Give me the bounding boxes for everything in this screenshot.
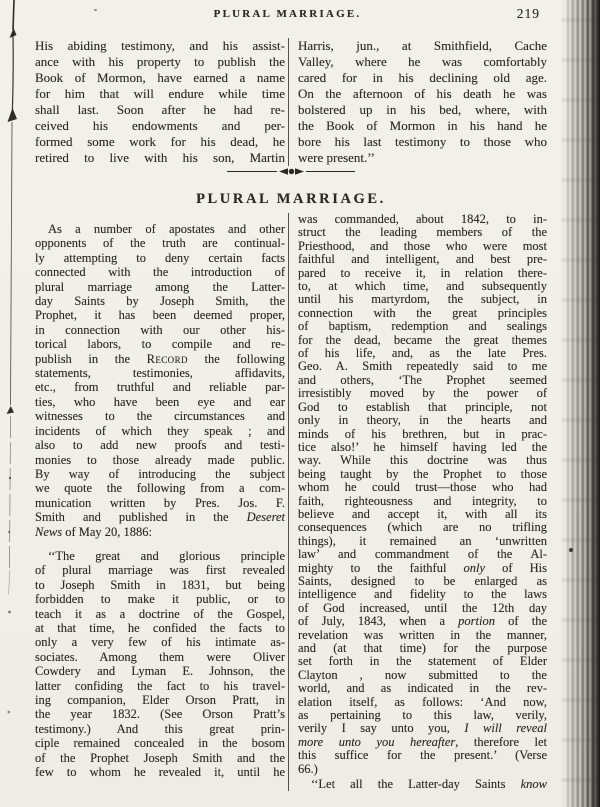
text-line: His abiding testimony, and his assist- [35, 38, 285, 53]
paragraph [35, 222, 285, 539]
text-line: for the dead, became the great themes [298, 332, 547, 347]
paragraph [35, 549, 285, 780]
text-line: things), it remained an ‘unwritten [298, 533, 547, 548]
text-line: teach it as a doctrine of the Gospel, [35, 606, 285, 621]
text-line: 66.) [298, 761, 318, 776]
text-line: Priesthood, and those who were most [298, 238, 547, 253]
text-line: only in theory, in the hearts and [298, 413, 547, 428]
text-line: set forth in the statement of Elder [298, 654, 547, 669]
text-line: latter confiding the fact to his travel- [35, 678, 285, 693]
text-line: for him that will endure while time [35, 86, 285, 101]
text-line: at that time, he confided the facts to [35, 620, 285, 635]
text-line: Smith and published in the Deseret [35, 510, 285, 525]
text-line: elation itself, as follows: ‘And now, [298, 694, 547, 709]
text-line: statements, testimonies, affidavits, [35, 366, 285, 381]
text-line: Harris, jun., at Smithfield, Cache [298, 38, 547, 53]
pen-stroke-icon [0, 0, 30, 807]
text-line: the year 1832. (See Orson Pratt’s [35, 707, 285, 722]
text-line: of God increased, until the 12th day [298, 600, 547, 615]
text-line: irresistibly moved by the power of [298, 386, 547, 401]
text-line: retired to live with his son, Martin [35, 150, 285, 165]
text-line: Book of Mormon, have earned a name [35, 70, 285, 85]
text-line: believe and accept it, with all its [298, 506, 547, 521]
text-line: ‘‘The great and glorious principle [48, 548, 285, 563]
ink-speck [569, 548, 573, 552]
text-line: sociates. Among them were Oliver [35, 649, 285, 664]
text-line: bore his last testimony to those who [298, 134, 547, 149]
paragraph [298, 38, 547, 166]
text-line: as pertaining to this law, verily, [298, 708, 547, 723]
text-line: day Saints by Joseph Smith, the [35, 294, 285, 309]
text-line: this suffice for the present.’ (Verse [298, 748, 547, 763]
text-line: we quote the following from a com- [35, 481, 285, 496]
text-line: ciple remained concealed in the bosom [35, 736, 285, 751]
article-body [35, 212, 548, 792]
text-line: By way of introducing the subject [35, 466, 285, 481]
text-line: connected with the introduction of [35, 265, 285, 280]
text-line: forbidden to make it public, or to [35, 592, 285, 607]
body-right-column [288, 213, 547, 791]
text-line: bolstered up in his bed, where, with [298, 102, 547, 117]
pen-line-artifact [0, 0, 30, 807]
text-line: being taught by the Prophet to those [298, 466, 547, 481]
text-line: etc., from truthful and reliable par- [35, 380, 285, 395]
text-line: Saints, designed to be enlarged as [298, 573, 547, 588]
text-line: revelation was written in the manner, [298, 627, 547, 642]
page-header [35, 8, 540, 26]
text-line: ly attempting to deny certain facts [35, 250, 285, 265]
text-line: consequences (which are no trifling [298, 520, 547, 535]
text-line: shall last. Soon after he had re- [35, 102, 285, 117]
text-line: plural marriage among the Latter- [35, 279, 285, 294]
text-line: On the afternoon of his death he was [298, 86, 547, 101]
text-line: world, and as indicated in the rev- [298, 681, 547, 696]
text-line: in connection with our other his- [35, 322, 285, 337]
divider-ornament-icon [227, 166, 355, 177]
text-line: whom he could trust—those who had [298, 480, 547, 495]
text-line: formed some work for his dead, he [35, 134, 285, 149]
text-line: to Joseph Smith in 1831, but being [35, 577, 285, 592]
text-line: of his life, and, as the late Pres. [298, 346, 547, 361]
text-line: until his martyrdom, the subject, in [298, 292, 547, 307]
text-line: faith, righteousness and integrity, to [298, 493, 547, 508]
top-right-column [288, 38, 547, 166]
text-line: of July, 1843, when a portion of the [298, 614, 548, 629]
text-line: was commanded, about 1842, to in- [298, 212, 547, 226]
text-line: more unto you hereafter, therefore let [298, 734, 547, 749]
text-line: intelligence and fidelity to the laws [298, 587, 547, 602]
text-line: Prophet, it has been deemed proper, [35, 308, 285, 323]
text-line: Clayton , now submitted to the [298, 667, 547, 682]
text-line: of plural marriage was first revealed [35, 563, 285, 578]
text-line: cared for in his declining old age. [298, 70, 547, 85]
text-line: of the Prophet Joseph Smith and the [35, 750, 285, 765]
text-line: verily I say unto you, I will reveal [298, 721, 547, 736]
text-line: were present.’’ [298, 150, 375, 165]
paragraph [298, 213, 547, 776]
text-line: and others, ‘The Prophet seemed [298, 372, 547, 387]
text-line: ties, who have been eye and ear [35, 394, 285, 409]
text-line: As a number of apostates and other [48, 222, 285, 236]
text-line: God to establish that principle, not [298, 399, 547, 414]
body-left-column [35, 222, 285, 791]
text-line: struct the leading members of the [298, 225, 547, 240]
text-line: monies to those already made public. [35, 452, 285, 467]
top-section [35, 38, 547, 166]
text-line: tice also!’ he himself having led the [298, 439, 547, 454]
text-line: Cowdery and Lyman E. Johnson, the [35, 664, 285, 679]
text-line: testimony.) And this great prin- [35, 721, 285, 736]
text-line: ance with his property to publish the [35, 54, 285, 69]
text-line: ‘‘Let all the Latter-day Saints know [311, 777, 547, 792]
text-line: munication written by Pres. Jos. F. [35, 495, 285, 510]
text-line: publish in the Record the following [35, 351, 285, 366]
text-line: torical labors, to compile and re- [35, 337, 285, 352]
text-line: of baptism, redemption and sealings [298, 319, 547, 334]
text-line: only a very few of his intimate as- [35, 635, 285, 650]
text-line: Valley, where he was comfortably [298, 54, 547, 69]
text-line: opponents of the truth are continual- [35, 236, 285, 251]
text-line: pared to receive it, in relation there- [298, 265, 547, 280]
paragraph [298, 778, 547, 791]
text-line: incidents of which they speak ; and [35, 423, 285, 438]
text-line: and (at that time) for the purpose [298, 641, 547, 655]
text-line: connection with the great principles [298, 305, 547, 320]
text-line: ing companion, Elder Orson Pratt, in [35, 693, 285, 707]
text-line: law’ and commandment of the Al- [298, 547, 547, 562]
text-line: minds of his brethren, but in prac- [298, 426, 547, 441]
top-left-column [35, 38, 285, 166]
text-line: faithful and intelligent, and best pre- [298, 252, 547, 267]
book-gutter-shadow [561, 0, 600, 807]
section-title: PLURAL MARRIAGE. [196, 191, 386, 207]
page-number: 219 [516, 6, 540, 21]
text-line: to, at which time, and subsequently [298, 279, 547, 294]
running-title: PLURAL MARRIAGE. [213, 8, 362, 20]
text-line: Geo. A. Smith repeatedly said to me [298, 359, 547, 374]
text-line: mighty to the faithful only of His [298, 560, 547, 575]
text-line: News of May 20, 1886: [35, 524, 153, 539]
text-line: also to add new proofs and testi- [35, 438, 285, 453]
text-line: few to whom he revealed it, until he [35, 765, 285, 780]
text-line: the Book of Mormon in his hand he [298, 118, 547, 133]
section-divider [35, 164, 547, 182]
text-line: ceived his endowments and per- [35, 118, 285, 133]
text-line: witnesses to the circumstances and [35, 409, 285, 424]
text-line: way. While this doctrine was thus [298, 453, 547, 468]
paragraph [35, 38, 285, 166]
